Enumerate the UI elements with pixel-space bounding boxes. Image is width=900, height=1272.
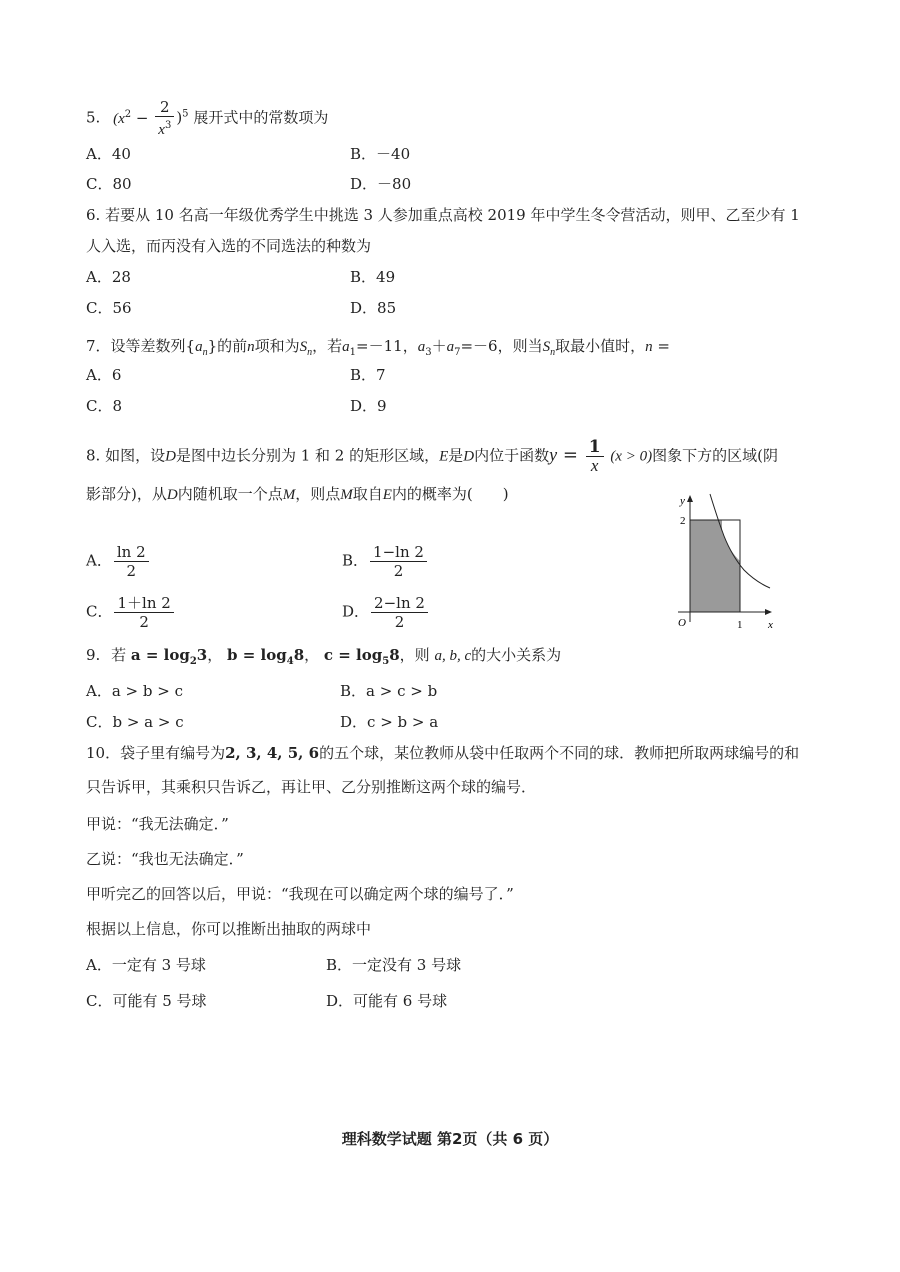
- q9-option-b: B．a > c > b: [340, 682, 438, 700]
- q8-option-b: B． $\frac{1-\ln 2}{2}$: [342, 543, 429, 580]
- q5-option-a: A．40: [86, 145, 131, 163]
- x-tick-1: 1: [737, 619, 743, 631]
- q5-option-b: B．－40: [350, 145, 411, 163]
- q8-stem-line1: 8. 如图，设D是图中边长分别为 1 和 2 的矩形区域，E是D内位于函数y = $\frac{1}{x}$ (x > 0)图象下方的区域(阴: [86, 437, 778, 475]
- q10-option-c: C．可能有 5 号球: [86, 992, 207, 1010]
- q7-option-d: D．9: [350, 397, 387, 415]
- q5-fraction: $\frac{2}{x^3}$: [155, 98, 174, 139]
- q8-option-a: A． $\frac{\ln 2}{2}$: [86, 543, 151, 580]
- y-tick-2: 2: [680, 515, 686, 527]
- q10-stem-line2: 只告诉甲，其乘积只告诉乙，再让甲、乙分别推断这两个球的编号．: [86, 778, 537, 796]
- q10-stem-line6: 根据以上信息，你可以推断出抽取的两球中: [86, 920, 372, 938]
- q8-option-c: C． $\frac{1+\ln 2}{2}$: [86, 594, 176, 631]
- q6-stem-line1: 6. 若要从 10 名高一年级优秀学生中挑选 3 人参加重点高校 2019 年中学生冬令营活动，则甲、乙至少有 1: [86, 206, 800, 224]
- q10-stem-line3: 甲说：“我无法确定．”: [86, 815, 229, 833]
- q6-option-b: B．49: [350, 268, 396, 286]
- q10-option-d: D．可能有 6 号球: [326, 992, 448, 1010]
- q10-option-a: A．一定有 3 号球: [86, 956, 206, 974]
- x-axis-label: x: [768, 619, 773, 631]
- q9-b-definition: $b = \log_48$: [227, 646, 305, 667]
- q6-stem-line2: 人入选，而丙没有入选的不同选法的种数为: [86, 237, 372, 255]
- q6-option-d: D．85: [350, 299, 397, 317]
- q8-stem-line2: 影部分)，从D内随机取一个点M，则点M取自E内的概率为( ): [86, 485, 509, 503]
- q9-option-d: D．c > b > a: [340, 713, 439, 731]
- q9-option-c: C．b > a > c: [86, 713, 184, 731]
- q5-option-d: D．－80: [350, 175, 412, 193]
- q8-figure: [660, 490, 790, 635]
- q6-option-c: C．56: [86, 299, 132, 317]
- q9-stem: 9. 若 $a = \log_23$， $b = \log_48$， $c = \log_58$，则 a, b, c的大小关系为: [86, 646, 562, 667]
- q10-stem-line4: 乙说：“我也无法确定．”: [86, 850, 244, 868]
- origin-label: O: [678, 617, 686, 629]
- q7-option-a: A．6: [86, 366, 122, 384]
- q10-stem-line5: 甲听完乙的回答以后，甲说：“我现在可以确定两个球的编号了．”: [86, 885, 514, 903]
- q10-stem-line1: 10．袋子里有编号为2, 3, 4, 5, 6的五个球，某位教师从袋中任取两个不同的球．教师把所取两球编号的和: [86, 744, 800, 762]
- q5-option-c: C．80: [86, 175, 132, 193]
- q10-option-b: B．一定没有 3 号球: [326, 956, 462, 974]
- q9-option-a: A．a > b > c: [86, 682, 183, 700]
- q7-stem: 7．设等差数列$\{a_n\}$的前n项和为$S_n$，若$a_1=-11$，$a_3+a_7=-6$，则当$S_n$取最小值时，n =: [86, 337, 670, 358]
- q9-c-definition: $c = \log_58$: [323, 646, 400, 667]
- page-footer: 理科数学试题 第2页（共 6 页）: [341, 1130, 559, 1148]
- q8-option-d: D． $\frac{2-\ln 2}{2}$: [342, 594, 430, 631]
- x-axis-arrow: [765, 609, 772, 615]
- q9-a-definition: $a = \log_23$: [130, 646, 208, 667]
- y-axis-label: y: [680, 495, 685, 507]
- shaded-region-e: [690, 520, 740, 612]
- q7-option-c: C．8: [86, 397, 123, 415]
- question-5-stem: 5. ($x^2$ − $\frac{2}{x^3}$ )$^5$ 展开式中的常数项为: [86, 98, 329, 138]
- q6-option-a: A．28: [86, 268, 131, 286]
- q7-option-b: B．7: [350, 366, 386, 384]
- y-axis-arrow: [687, 495, 693, 502]
